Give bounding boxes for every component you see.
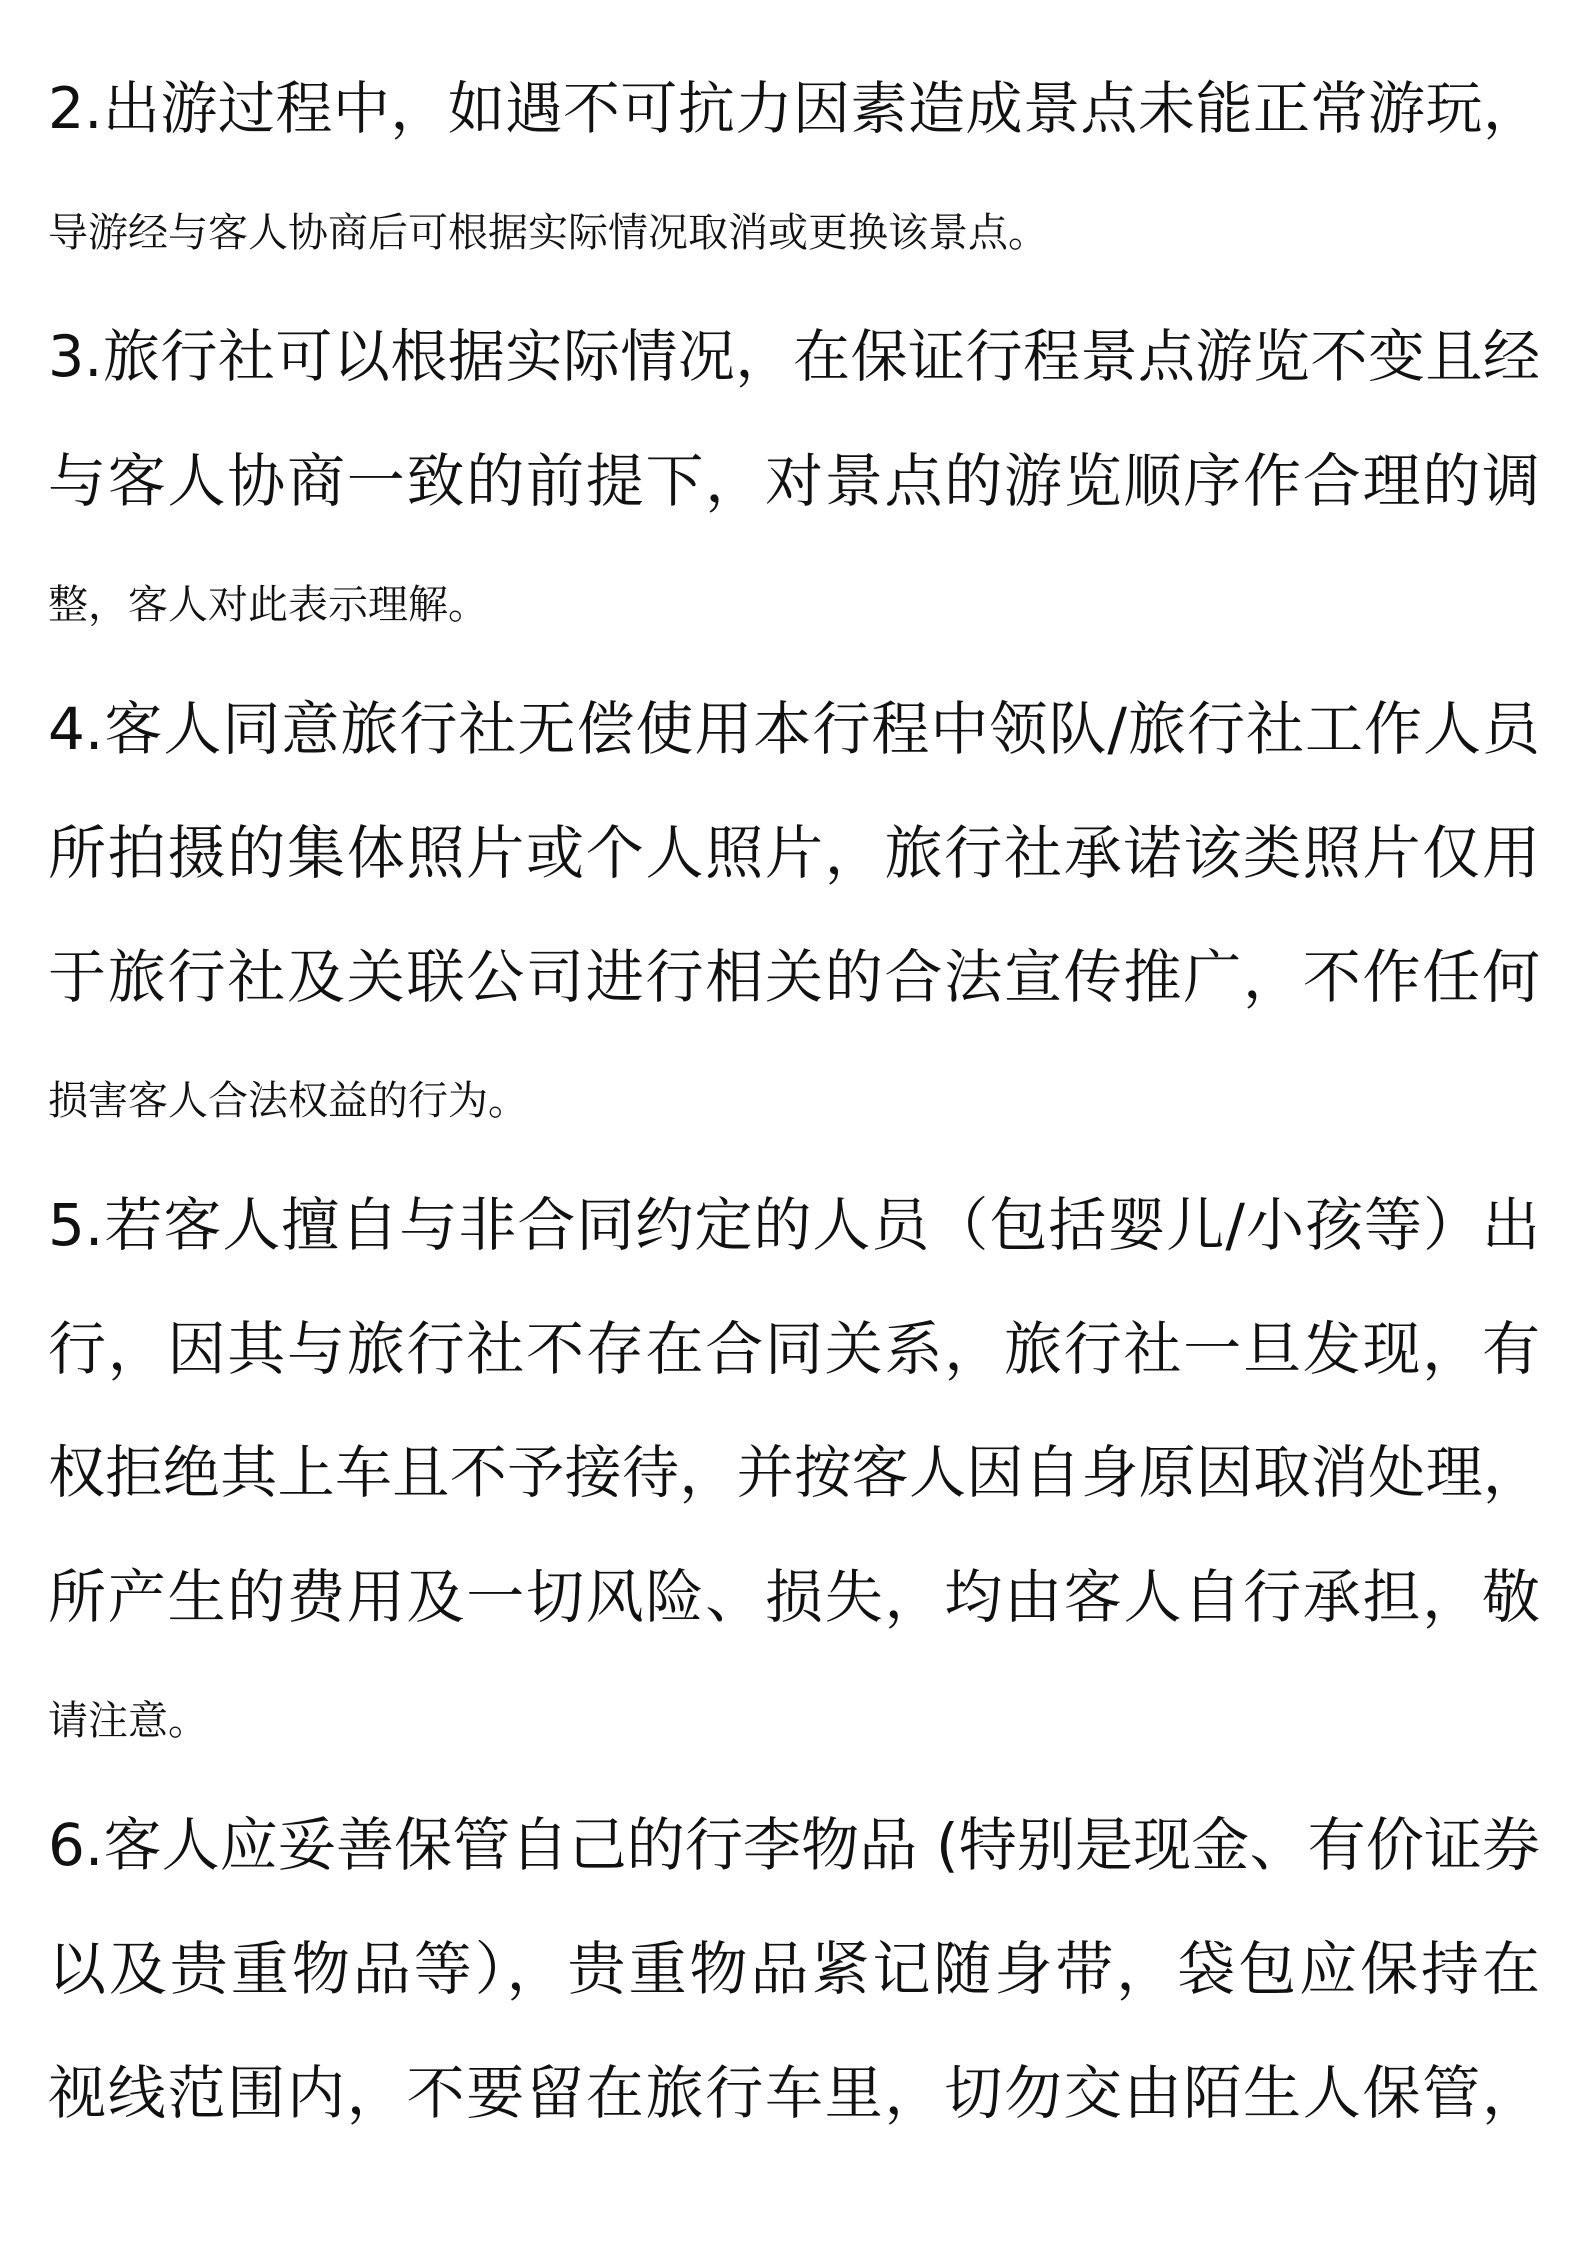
text-line-13: 所产生的费用及一切风险、损失，均由客人自行承担，敬 — [48, 1563, 1540, 1631]
text-line-14: 请注意。 — [48, 1698, 208, 1744]
text-line-8: 于旅行社及关联公司进行相关的合法宣传推广，不作任何 — [48, 943, 1540, 1011]
text-line-2: 导游经与客人协商后可根据实际情况取消或更换该景点。 — [48, 210, 1048, 256]
text-line-17: 视线范围内，不要留在旅行车里，切勿交由陌生人保管， — [48, 2059, 1540, 2127]
text-line-3: 3.旅行社可以根据实际情况，在保证行程景点游览不变且经 — [48, 324, 1540, 390]
text-line-15: 6.客人应妥善保管自己的行李物品 (特别是现金、有价证券 — [48, 1811, 1540, 1879]
text-line-12: 权拒绝其上车且不予接待，并按客人因自身原因取消处理， — [48, 1440, 1540, 1506]
text-line-4: 与客人协商一致的前提下，对景点的游览顺序作合理的调 — [48, 447, 1540, 515]
text-line-7: 所拍摄的集体照片或个人照片，旅行社承诺该类照片仅用 — [48, 819, 1540, 887]
text-line-11: 行，因其与旅行社不存在合同关系，旅行社一旦发现，有 — [48, 1315, 1540, 1383]
document-page — [48, 47, 1548, 2155]
text-line-10: 5.若客人擅自与非合同约定的人员（包括婴儿/小孩等）出 — [48, 1191, 1540, 1259]
text-line-16: 以及贵重物品等），贵重物品紧记随身带，袋包应保持在 — [48, 1935, 1540, 2003]
text-line-5: 整，客人对此表示理解。 — [48, 582, 488, 628]
text-line-6: 4.客人同意旅行社无偿使用本行程中领队/旅行社工作人员 — [48, 695, 1540, 763]
text-line-1: 2.出游过程中，如遇不可抗力因素造成景点未能正常游玩， — [48, 76, 1540, 142]
text-line-9: 损害客人合法权益的行为。 — [48, 1078, 528, 1124]
